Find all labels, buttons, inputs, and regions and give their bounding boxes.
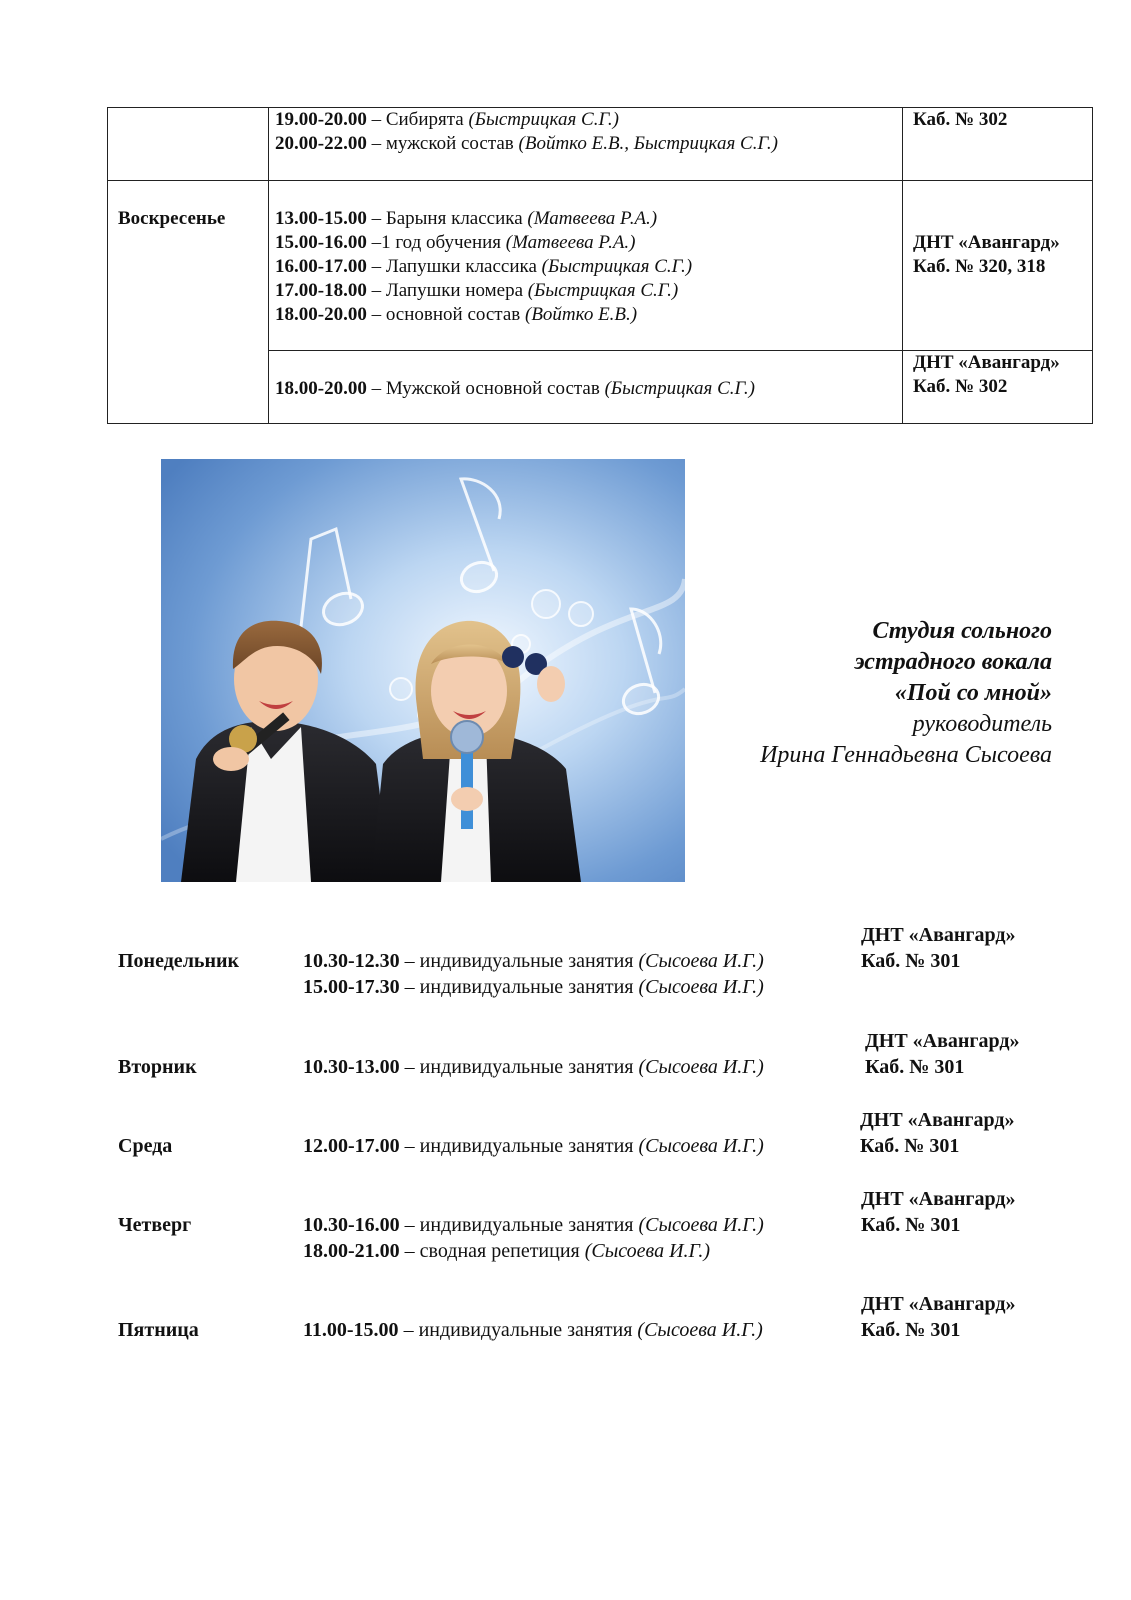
schedule-table xyxy=(107,107,1093,424)
sessions-cell xyxy=(269,108,903,181)
session-line: 17.00-18.00 – Лапушки номера (Быстрицкая С.Г.) xyxy=(275,280,679,301)
leader-name: Ирина Геннадьевна Сысоева xyxy=(760,742,1052,768)
venue-label: ДНТ «Авангард» xyxy=(865,1030,1020,1052)
table-row xyxy=(108,181,1093,351)
session-line: 18.00-20.00 – Мужской основной состав (Быстрицкая С.Г.) xyxy=(275,378,755,399)
room-label: Каб. № 301 xyxy=(861,1214,961,1236)
day-label: Воскресенье xyxy=(118,208,226,229)
venue-label: ДНТ «Авангард» xyxy=(861,1293,1016,1315)
room-label: Каб. № 302 xyxy=(913,376,1008,397)
session-line: 18.00-20.00 – основной состав (Войтко Е.В.) xyxy=(275,304,638,325)
leader-role: руководитель xyxy=(912,711,1052,737)
session-line: 11.00-15.00 – индивидуальные занятия (Сысоева И.Г.) xyxy=(303,1319,763,1341)
venue-label: ДНТ «Авангард» xyxy=(861,1188,1016,1210)
sessions-cell xyxy=(269,351,903,424)
day-label xyxy=(108,108,268,134)
session-line: 16.00-17.00 – Лапушки классика (Быстрицкая С.Г.) xyxy=(275,256,693,277)
day-label: Среда xyxy=(118,1135,173,1157)
room-label: Каб. № 320, 318 xyxy=(913,256,1046,277)
venue-label: ДНТ «Авангард» xyxy=(861,924,1016,946)
venue-label: ДНТ «Авангард» xyxy=(913,232,1060,253)
studio-title-line: эстрадного вокала xyxy=(854,649,1052,675)
day-label: Четверг xyxy=(118,1214,192,1236)
session-line: 18.00-21.00 – сводная репетиция (Сысоева И.Г.) xyxy=(303,1240,711,1262)
singers-illustration xyxy=(161,459,685,882)
room-label: Каб. № 301 xyxy=(865,1056,965,1078)
table-row xyxy=(108,108,1093,181)
sessions-cell xyxy=(269,181,903,351)
place-cell xyxy=(903,351,1093,424)
day-cell xyxy=(108,108,269,181)
singers-photo xyxy=(161,459,685,882)
day-cell xyxy=(108,181,269,424)
studio-name: «Пой со мной» xyxy=(894,680,1052,706)
day-label: Понедельник xyxy=(118,950,240,972)
studio-caption xyxy=(760,616,1052,771)
session-line: 20.00-22.00 – мужской состав (Войтко Е.В., Быстрицкая С.Г.) xyxy=(275,133,778,154)
session-line: 10.30-13.00 – индивидуальные занятия (Сысоева И.Г.) xyxy=(303,1056,764,1078)
venue-label: ДНТ «Авангард» xyxy=(913,352,1060,373)
day-label: Вторник xyxy=(118,1056,197,1078)
room-label: Каб. № 301 xyxy=(861,1319,961,1341)
session-line: 19.00-20.00 – Сибирята (Быстрицкая С.Г.) xyxy=(275,109,619,130)
session-line: 15.00-16.00 –1 год обучения (Матвеева Р.А.) xyxy=(275,232,636,253)
session-line: 12.00-17.00 – индивидуальные занятия (Сысоева И.Г.) xyxy=(303,1135,764,1157)
day-label: Пятница xyxy=(118,1319,199,1341)
session-line: 15.00-17.30 – индивидуальные занятия (Сысоева И.Г.) xyxy=(303,976,764,998)
session-line: 10.30-12.30 – индивидуальные занятия (Сысоева И.Г.) xyxy=(303,950,764,972)
venue-label: ДНТ «Авангард» xyxy=(860,1109,1015,1131)
studio-title-line: Студия сольного xyxy=(872,618,1052,644)
session-line: 13.00-15.00 – Барыня классика (Матвеева Р.А.) xyxy=(275,208,658,229)
room-label: Каб. № 301 xyxy=(860,1135,960,1157)
room-label: Каб. № 302 xyxy=(913,109,1008,130)
place-cell xyxy=(903,181,1093,351)
room-label: Каб. № 301 xyxy=(861,950,961,972)
place-cell xyxy=(903,108,1093,181)
session-line: 10.30-16.00 – индивидуальные занятия (Сысоева И.Г.) xyxy=(303,1214,764,1236)
